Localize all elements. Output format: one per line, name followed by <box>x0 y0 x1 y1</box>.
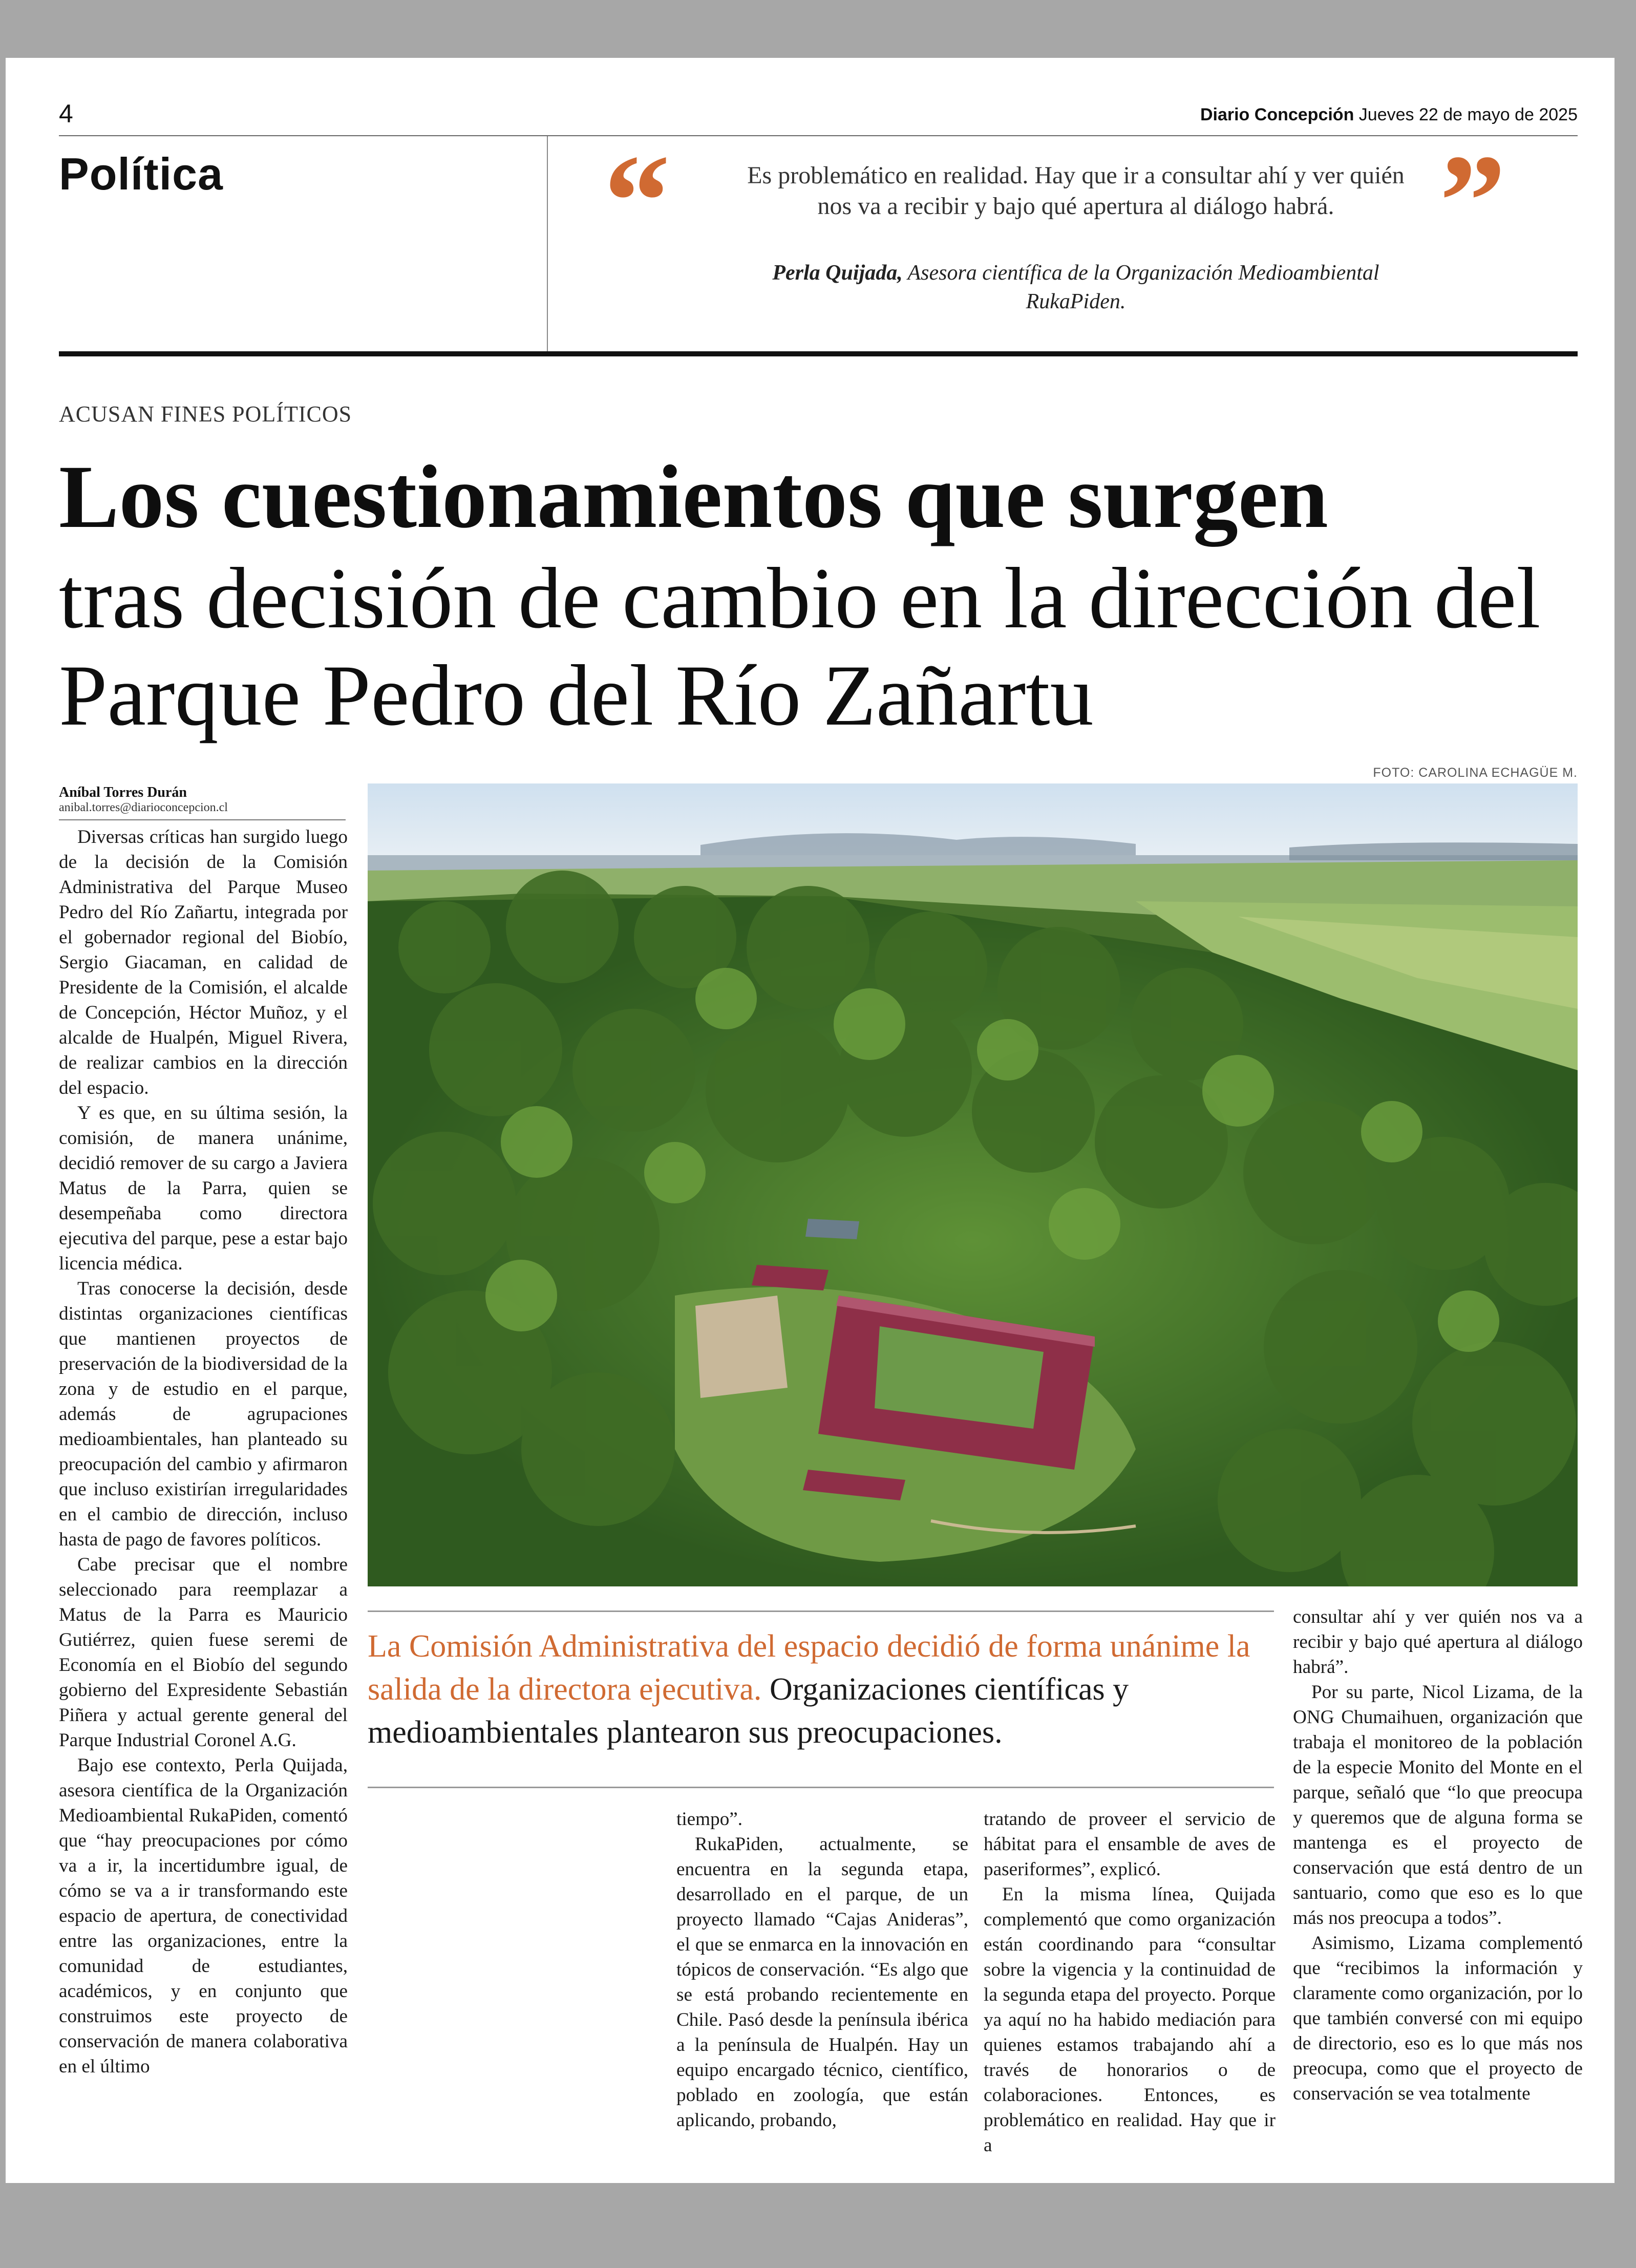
article-column-1 <box>59 824 348 2079</box>
paragraph: En la misma línea, Quijada complementó que como organización están coordinando para “consultar sobre la vigencia y la continuidad de la segunda etapa del proyecto. Porque ya aquí no ha habido mediación para quienes estamos trabajando ahí a través de honorarios o de colaboraciones. Entonces, es problemático en realidad. Hay que ir a <box>984 1884 1276 2156</box>
page-number: 4 <box>59 99 73 128</box>
paragraph: Cabe precisar que el nombre seleccionado para reemplazar a Matus de la Parra es Mauricio Gutiérrez, quien fuese seremi de Economía en el Biobío del segundo gobierno del Expresidente Sebastián Piñera y actual gerente general del Parque Industrial Coronel A.G. <box>59 1554 348 1751</box>
byline-email: anibal.torres@diarioconcepcion.cl <box>59 801 228 814</box>
quote-author: Perla Quijada, <box>772 261 903 285</box>
byline-rule <box>59 819 346 820</box>
header-thick-rule <box>59 351 1578 356</box>
close-quote-icon: ” <box>1439 128 1506 275</box>
photo-credit: FOTO: CAROLINA ECHAGÜE M. <box>1373 766 1578 780</box>
header-divider <box>547 136 548 351</box>
newspaper-name: Diario Concepción <box>1200 105 1354 124</box>
quote-attribution <box>728 259 1424 316</box>
newspaper-page <box>6 58 1614 2183</box>
open-quote-icon: “ <box>604 128 670 275</box>
paragraph-continued: tratando de proveer el servicio de hábitat para el ensamble de aves de paseriformes”, explicó. <box>984 1809 1276 1880</box>
paragraph: Y es que, en su última sesión, la comisión, de manera unánime, decidió remover de su cargo a Javiera Matus de la Parra, quien se desempeñaba como directora ejecutiva del parque, pese a estar bajo licencia médica. <box>59 1103 348 1274</box>
aerial-photo <box>368 783 1578 1586</box>
pullquote-text: Organizaciones científicas y medioambientales plantearon sus preocupaciones. <box>368 1672 1129 1750</box>
kicker: ACUSAN FINES POLÍTICOS <box>59 401 352 427</box>
masthead <box>1200 105 1578 125</box>
quote-role: Asesora científica de la Organización Medioambiental RukaPiden. <box>907 261 1379 313</box>
pullquote-rule-top <box>368 1610 1274 1612</box>
headline-rest: tras decisión de cambio en la dirección del Parque Pedro del Río Zañartu <box>59 550 1541 744</box>
paragraph-continued: tiempo”. <box>676 1809 743 1830</box>
issue-date: Jueves 22 de mayo de 2025 <box>1358 105 1578 124</box>
article-column-5 <box>1293 1604 1583 2106</box>
paragraph: Asimismo, Lizama complementó que “recibimos la información y claramente como organización, por lo que también conversé con mi equipo de directorio, eso es lo que más nos preocupa, como que el proyecto de conservación se vea totalmente <box>1293 1933 1583 2104</box>
paragraph: Por su parte, Nicol Lizama, de la ONG Chumaihuen, organización que trabaja el monitoreo de la población de la especie Monito del Monte en el parque, señaló que “lo que preocupa y queremos que de alguna forma se mantenga es el proyecto de conservación que está dentro de un santuario, como que eso es lo que más nos preocupa a todos”. <box>1293 1682 1583 1928</box>
article-column-4 <box>984 1807 1276 2158</box>
article-column-3 <box>676 1807 968 2133</box>
byline-author: Aníbal Torres Durán <box>59 785 187 800</box>
paragraph: RukaPiden, actualmente, se encuentra en la segunda etapa, desarrollado en el parque, de un proyecto llamado “Cajas Anideras”, el que se enmarca en la innovación en tópicos de conservación. “Es algo que se está probando recientemente en Chile. Pasó desde la península ibérica a la península de Hualpén. Hay un equipo encargado técnico, científico, poblado en zoología, que están aplicando, probando, <box>676 1834 968 2131</box>
paragraph: Tras conocerse la decisión, desde distintas organizaciones científicas que mantienen proyectos de preservación de la biodiversidad de la zona y de estudio en el parque, además de agrupaciones medioambientales, han planteado su preocupación del cambio y afirmaron que incluso existirían irregularidades en el cambio de dirección, incluso hasta de pago de favores políticos. <box>59 1278 348 1550</box>
featured-quote: Es problemático en realidad. Hay que ir a consultar ahí y ver quién nos va a recibir y bajo qué apertura al diálogo habrá. <box>747 162 1405 220</box>
pullquote-highlight: La Comisión Administrativa del espacio decidió de forma unánime la salida de la directora ejecutiva. <box>368 1629 1250 1707</box>
pullquote <box>368 1625 1274 1754</box>
pullquote-rule-bottom <box>368 1787 1274 1788</box>
paragraph: Diversas críticas han surgido luego de la decisión de la Comisión Administrativa del Parque Museo Pedro del Río Zañartu, integrada por el gobernador regional del Biobío, Sergio Giacaman, en calidad de Presidente de la Comisión, el alcalde de Concepción, Héctor Muñoz, y el alcalde de Hualpén, Miguel Rivera, de realizar cambios en la dirección del espacio. <box>59 826 348 1098</box>
top-rule <box>59 135 1578 136</box>
section-title: Política <box>59 149 223 199</box>
paragraph-continued: consultar ahí y ver quién nos va a recibir y bajo qué apertura al diálogo habrá”. <box>1293 1606 1583 1678</box>
headline-bold: Los cuestionamientos que surgen <box>59 447 1328 547</box>
paragraph: Bajo ese contexto, Perla Quijada, asesora científica de la Organización Medioambiental RukaPiden, comentó que “hay preocupaciones por cómo va a ir, la incertidumbre igual, de cómo se va a ir transformando este espacio de apertura, de conectividad entre las organizaciones, entre la comunidad de estudiantes, académicos, y en conjunto que construimos este proyecto de conservación de manera colaborativa en el último <box>59 1755 348 2077</box>
